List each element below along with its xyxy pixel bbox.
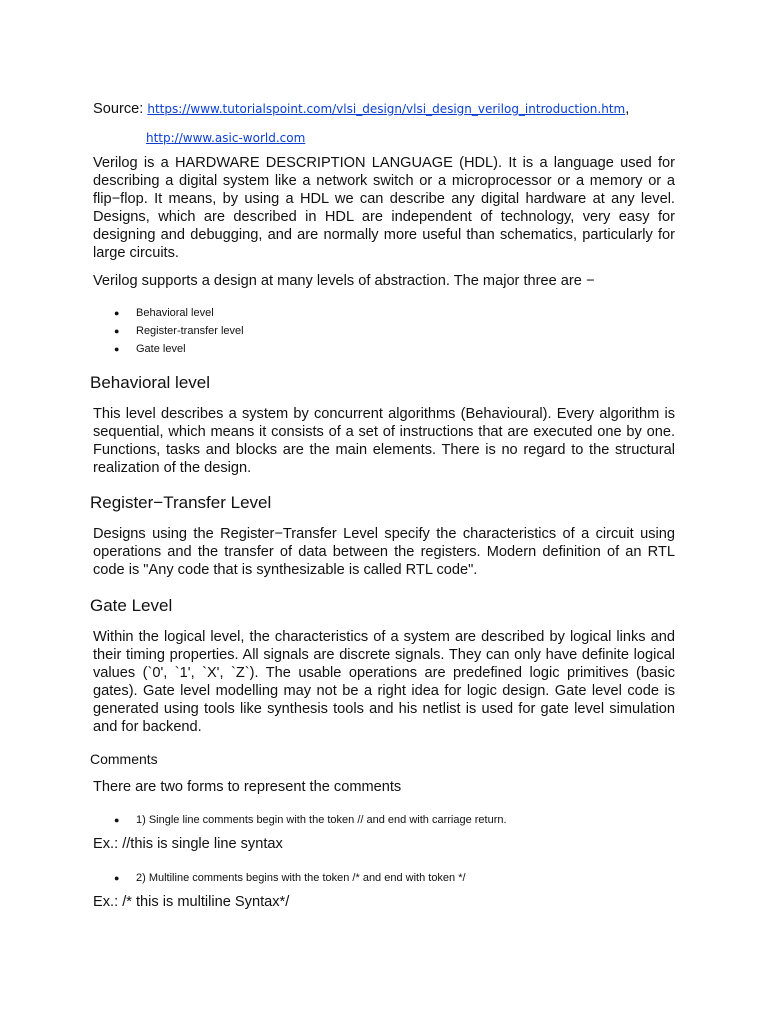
list-item: ● 2) Multiline comments begins with the token /* and end with token */ — [114, 869, 466, 887]
behavioral-heading: Behavioral level — [90, 373, 211, 392]
list-item: ● Behavioral level — [114, 304, 244, 322]
bullet-icon: ● — [114, 344, 120, 354]
multiline-example: Ex.: /* this is multiline Syntax*/ — [93, 894, 290, 910]
bullet-icon: ● — [114, 308, 120, 318]
comments-heading: Comments — [90, 751, 158, 767]
single-line-example: Ex.: //this is single line syntax — [93, 836, 283, 852]
gate-level-paragraph: Within the logical level, the characteristics of a system are described by logical links and their timing properties. All signals are discrete signals. They can only have definite logical values (`0', `1', `X', `Z`). The usable operations are predefined logic primitives (basic gates). Gate level modelling may not be a right idea for logic design. Gate level code is generated using tools like synthesis tools and his netlist is used for gate level simulation and for backend. — [93, 629, 675, 735]
list-item: ● Register-transfer level — [114, 322, 244, 340]
intro-paragraph: Verilog is a HARDWARE DESCRIPTION LANGUAGE (HDL). It is a language used for describing a digital system like a network switch or a microprocessor or a memory or a flip−flop. It means, by using a HDL we can describe any digital hardware at any level. Designs, which are described in HDL are independent of technology, very easy for designing and debugging, and are normally more useful than schematics, particularly for large circuits. — [93, 155, 675, 261]
behavioral-paragraph: This level describes a system by concurrent algorithms (Behavioural). Every algorithm is sequential, which means it consists of a set of instructions that are executed one by one. Functions, tasks and blocks are the main elements. There is no regard to the structural realization of the design. — [93, 406, 675, 476]
rtl-heading: Register−Transfer Level — [90, 493, 272, 512]
list-item: ● 1) Single line comments begin with the token // and end with carriage return. — [114, 811, 507, 829]
source-line — [93, 100, 629, 118]
bullet-icon: ● — [114, 815, 120, 825]
source-link-asic-world-row — [146, 129, 305, 147]
list-item: ● Gate level — [114, 340, 244, 358]
single-line-comment-list — [114, 811, 507, 829]
gate-level-heading: Gate Level — [90, 596, 173, 615]
source-label: Source: — [93, 101, 144, 117]
abstraction-paragraph: Verilog supports a design at many levels of abstraction. The major three are − — [93, 273, 595, 289]
source-link-separator: , — [625, 101, 630, 117]
rtl-paragraph: Designs using the Register−Transfer Level specify the characteristics of a circuit using operations and the transfer of data between the registers. Modern definition of an RTL code is "Any code that is synthesizable is called RTL code". — [93, 526, 675, 578]
source-link-tutorialspoint[interactable]: https://www.tutorialspoint.com/vlsi_design/vlsi_design_verilog_introduction.htm — [147, 102, 626, 116]
bullet-icon: ● — [114, 873, 120, 883]
source-link-asic-world[interactable]: http://www.asic-world.com — [146, 131, 306, 145]
comments-intro: There are two forms to represent the comments — [93, 779, 402, 795]
bullet-icon: ● — [114, 326, 120, 336]
abstraction-levels-list — [114, 304, 244, 358]
multiline-comment-list — [114, 869, 466, 887]
